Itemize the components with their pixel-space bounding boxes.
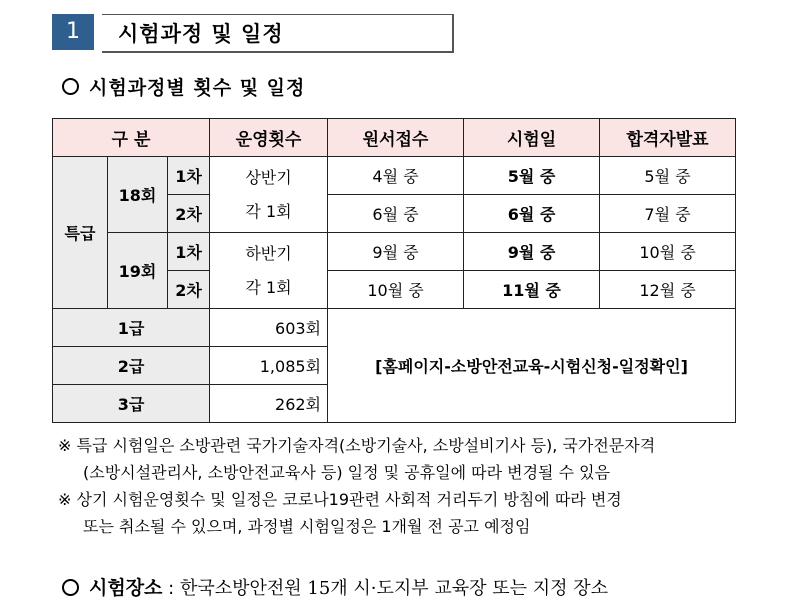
- header-op-count: 운영횟수: [210, 119, 328, 157]
- apply-cell: 6월 중: [328, 195, 464, 233]
- exam-place-separator: :: [162, 578, 180, 599]
- table-row: [53, 309, 736, 347]
- op-count-line: 각 1회: [245, 201, 292, 221]
- subheading-text: 시험과정별 횟수 및 일정: [89, 77, 306, 99]
- table-row: [53, 233, 736, 271]
- session-label: 1차: [168, 233, 210, 271]
- circle-bullet-icon: [62, 78, 79, 95]
- apply-cell: 10월 중: [328, 271, 464, 309]
- op-count-cell: [210, 233, 328, 309]
- op-count-cell: [210, 157, 328, 233]
- session-label: 2차: [168, 195, 210, 233]
- table-row: [53, 157, 736, 195]
- section-header: [52, 14, 454, 50]
- exam-date-cell: 5월 중: [464, 157, 600, 195]
- result-cell: 12월 중: [600, 271, 736, 309]
- section-number: 1: [52, 14, 94, 50]
- grade-count: 603회: [210, 309, 328, 347]
- note-line: ※ 상기 시험운영횟수 및 일정은 코로나19관련 사회적 거리두기 방침에 따라 변경: [58, 490, 622, 509]
- exam-place: [62, 573, 608, 600]
- exam-place-value: 한국소방안전원 15개 시·도지부 교육장 또는 지정 장소: [179, 578, 609, 599]
- section-title-box: [102, 14, 454, 53]
- header-category: 구 분: [53, 119, 210, 157]
- session-label: 2차: [168, 271, 210, 309]
- round-label: 19회: [108, 233, 168, 309]
- notes: [58, 432, 758, 540]
- special-grade-label: 특급: [53, 157, 108, 309]
- header-result: 합격자발표: [600, 119, 736, 157]
- round-label: 18회: [108, 157, 168, 233]
- op-count-line: 상반기: [245, 167, 292, 187]
- table-header-row: [53, 119, 736, 157]
- exam-date-cell: 6월 중: [464, 195, 600, 233]
- header-exam-date: 시험일: [464, 119, 600, 157]
- op-count-line: 하반기: [245, 243, 292, 263]
- note-line: ※ 특급 시험일은 소방관련 국가기술자격(소방기술사, 소방설비기사 등), 국가전문자격: [58, 436, 656, 455]
- result-cell: 10월 중: [600, 233, 736, 271]
- note-line: 또는 취소될 수 있으며, 과정별 시험일정은 1개월 전 공고 예정임: [83, 517, 531, 536]
- grade-label: 3급: [53, 385, 210, 423]
- subheading: [62, 73, 305, 100]
- schedule-table: [52, 118, 736, 423]
- grade-label: 2급: [53, 347, 210, 385]
- header-apply: 원서접수: [328, 119, 464, 157]
- result-cell: 5월 중: [600, 157, 736, 195]
- grade-label: 1급: [53, 309, 210, 347]
- grades-note: [홈페이지-소방안전교육-시험신청-일정확인]: [328, 309, 736, 423]
- exam-date-cell: 9월 중: [464, 233, 600, 271]
- exam-place-label: 시험장소: [89, 577, 163, 599]
- grade-count: 1,085회: [210, 347, 328, 385]
- circle-bullet-icon: [62, 579, 79, 596]
- op-count-line: 각 1회: [245, 277, 292, 297]
- note-line: (소방시설관리사, 소방안전교육사 등) 일정 및 공휴일에 따라 변경될 수 있음: [83, 463, 611, 482]
- grade-count: 262회: [210, 385, 328, 423]
- exam-date-cell: 11월 중: [464, 271, 600, 309]
- apply-cell: 9월 중: [328, 233, 464, 271]
- apply-cell: 4월 중: [328, 157, 464, 195]
- section-title: 시험과정 및 일정: [118, 22, 284, 46]
- session-label: 1차: [168, 157, 210, 195]
- result-cell: 7월 중: [600, 195, 736, 233]
